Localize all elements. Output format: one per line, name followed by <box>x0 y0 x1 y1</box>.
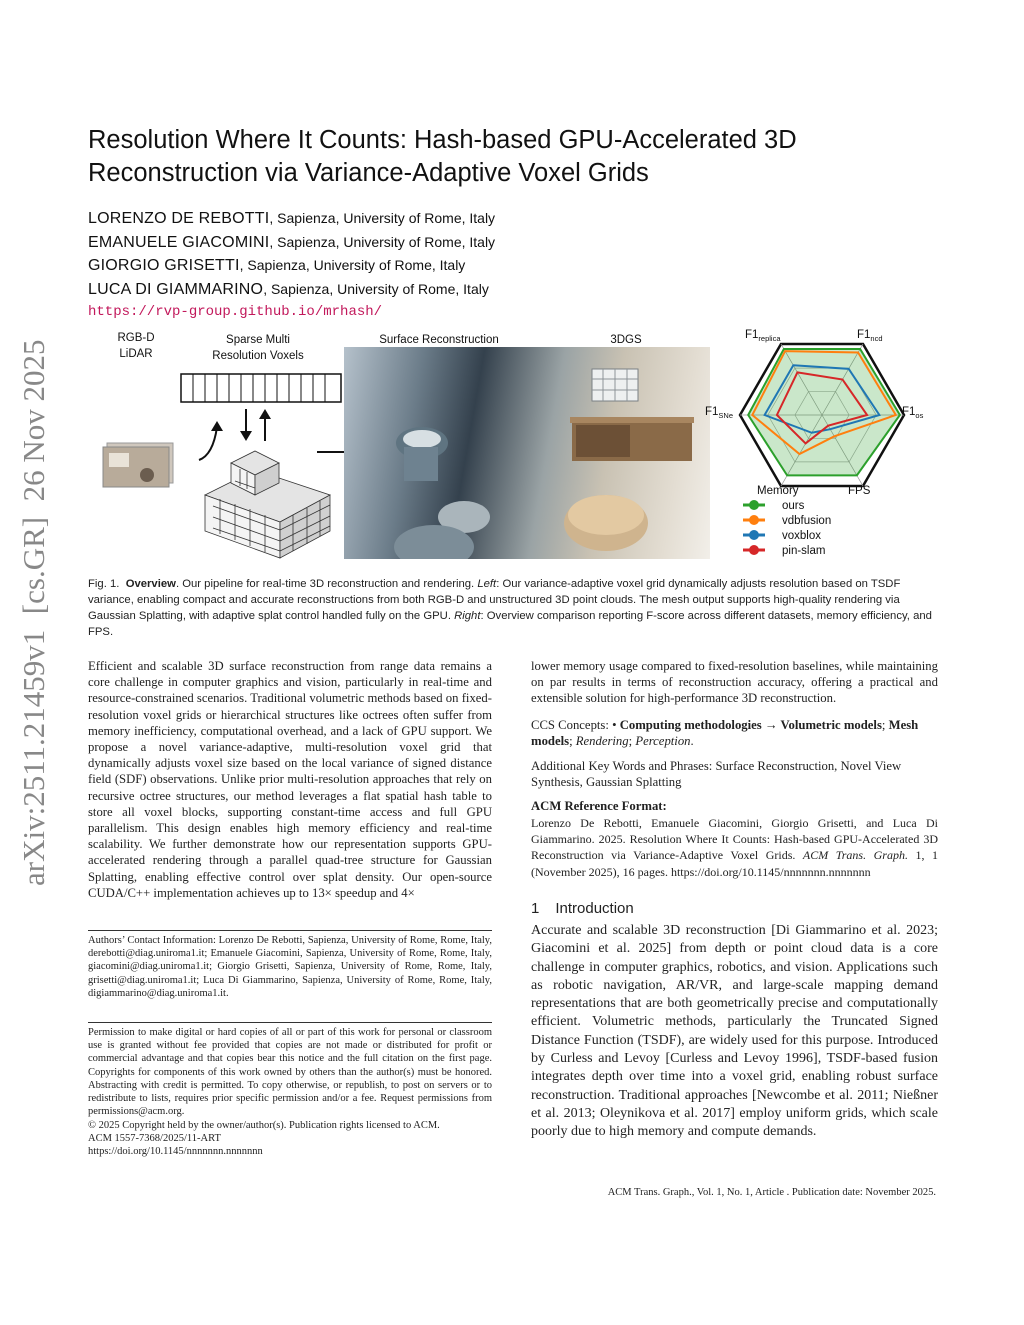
legend-marker-voxblox <box>749 530 759 540</box>
author-line <box>88 231 788 255</box>
section-heading <box>531 900 634 917</box>
radar-axis-label-ncd: $F1_{ncd}$ <box>857 329 883 343</box>
ccs-italic-2: Perception <box>635 734 691 749</box>
legend-label-vdbfusion: vdbfusion <box>782 515 832 527</box>
author-name: GIORGIO GRISETTI <box>88 257 240 274</box>
permission-notice: Permission to make digital or hard copies of all or part of this work for personal or classroom use is granted without fee provided that copies are not made or distributed for profit or commercial advantage and that copies bear this notice and the full citation on the first page. Copyrights for components of this work owned by others than the author(s) must be honored. Abstracting with credit is permitted. To copy otherwise, or republish, to post on servers or to redistribute to lists, requires prior specific permission and/or a fee. Request permissions from permissions@acm.org. <box>88 1027 492 1118</box>
ccs-bold-1: Computing methodologies → Volumetric models <box>619 718 882 732</box>
reconstruction-render-image <box>344 347 710 559</box>
author-name: LORENZO DE REBOTTI <box>88 210 270 227</box>
caption-fig-number: Fig. 1. <box>88 578 120 590</box>
keywords: Additional Key Words and Phrases: Surface Reconstruction, Novel View Synthesis, Gaussian Splatting <box>531 759 902 790</box>
caption-bold: Overview <box>125 578 176 590</box>
section-number: 1 <box>531 900 540 917</box>
ccs-end: . <box>690 734 694 749</box>
legend-marker-pin-slam <box>749 545 759 555</box>
acm-reference-journal: ACM Trans. Graph. <box>802 848 908 863</box>
legend-marker-vdbfusion <box>749 515 759 525</box>
author-block <box>88 207 788 322</box>
ccs-rest: ; <box>569 734 576 749</box>
abstract-continued: lower memory usage compared to fixed-resolution baselines, while maintaining on par results in terms of reconstruction accuracy, offering a practical and extensible solution for high-performance 3D reconstruction. <box>531 659 938 706</box>
acm-reference-tail: 1, 1 (November 2025), 16 pages. https://doi.org/10.1145/nnnnnnn.nnnnnnn <box>531 848 938 879</box>
figure-caption <box>88 576 938 640</box>
input-thumbnail <box>103 443 173 487</box>
caption-text-3: : Overview comparison reporting F-score across different datasets, memory efficiency, and FPS. <box>88 610 932 638</box>
author-name: LUCA DI GIAMMARINO <box>88 280 264 298</box>
arrow-input-to-grid <box>199 427 217 460</box>
legend-label-pin-slam: pin-slam <box>782 545 826 557</box>
author-affiliation: , Sapienza, University of Rome, Italy <box>269 233 496 250</box>
ccs-bold-2: Mesh models <box>531 718 919 749</box>
caption-left: Left <box>477 578 497 590</box>
arrowhead <box>240 431 252 441</box>
acm-reference <box>531 815 938 880</box>
fig-label-rgbd: RGB-D <box>117 332 155 344</box>
ccs-italic-1: Rendering <box>575 734 629 749</box>
author-line <box>88 254 788 278</box>
voxel-blocks <box>205 451 330 558</box>
ccs-sep: ; <box>881 718 886 732</box>
fig-label-sparse-2: Resolution Voxels <box>212 350 304 362</box>
radar-axis-label-memory: Memory <box>757 485 799 497</box>
legend-label-voxblox: voxblox <box>782 530 821 542</box>
scene-illustration <box>344 347 710 559</box>
fig-label-3dgs: 3DGS <box>610 334 642 346</box>
author-line <box>88 207 788 231</box>
ccs-concepts <box>531 717 938 749</box>
ccs-label: CCS Concepts: • <box>531 718 620 732</box>
section-title: Introduction <box>555 900 634 917</box>
acm-id: ACM 1557-7368/2025/11-ART <box>88 1133 221 1144</box>
author-affiliation: , Sapienza, University of Rome, Italy <box>269 210 496 226</box>
fig-label-surface: Surface Reconstruction <box>379 334 499 346</box>
pipeline-diagram <box>95 365 355 565</box>
hash-table-bar <box>181 374 341 402</box>
copyright-notice: © 2025 Copyright held by the owner/author(s). Publication rights licensed to ACM. <box>88 1120 440 1131</box>
radar-chart <box>700 320 940 565</box>
author-affiliation: , Sapienza, University of Rome, Italy <box>263 280 489 297</box>
radar-axis-label-sne: $F1_{SNe}$ <box>705 406 734 420</box>
fig-label-lidar: LiDAR <box>119 348 153 360</box>
ccs-semi: ; <box>628 734 636 749</box>
authors-contact: Authors’ Contact Information: Lorenzo De Rebotti, Sapienza, University of Rome, Rome, Italy, derebotti@diag.uniroma1.it; Emanuele Giacomini, Sapienza, University of Rome, Rome, Italy, giacomini@diag.uniroma1.it; Giorgio Grisetti, Sapienza, University of Rome, Rome, Italy, grisetti@diag.uniroma1.it; Luca Di Giammarino, Sapienza, University of Rome, Rome, Italy, digiammarino@diag.uniroma1.it. <box>88 935 492 999</box>
acm-reference-text: Lorenzo De Rebotti, Emanuele Giacomini, Giorgio Grisetti, and Luca Di Giammarino. 2025. Resolution Where It Counts: Hash-based GPU-Accelerated 3D Reconstruction via Variance-Adaptive Voxel Grids. <box>531 816 938 863</box>
introduction-text: Accurate and scalable 3D reconstruction [Di Giammarino et al. 2023; Giacomini et al. 2025] from depth or point cloud data is a core challenge in computer graphics, robotics, and vision. Applications such as robotic navigation, AR/VR, and large-scale mapping demand representations that are both geometrically precise and computationally efficient. Volumetric methods, particularly the Truncated Signed Distance Function (TSDF), are widely used for this purpose. Introduced by Curless and Levoy [Curless and Levoy 1996], TSDF-based fusion integrates depth over time into a voxel grid, enabling robust surface reconstruction. Traditional approaches [Newcombe et al. 2011; Nießner et al. 2013; Oleynikova et al. 2017] employ uniform grids, which scale poorly due to high memory and compute demands. <box>531 923 938 1140</box>
caption-text-1: . Our pipeline for real-time 3D reconstruction and rendering. <box>175 578 478 590</box>
author-name: EMANUELE GIACOMINI <box>88 233 270 251</box>
page-footer: ACM Trans. Graph., Vol. 1, No. 1, Article . Publication date: November 2025. <box>607 1187 936 1198</box>
abstract: Efficient and scalable 3D surface reconstruction from range data remains a core challenge in computer graphics and vision, particularly in real-time and resource-constrained scenarios. Traditional volumetric methods based on fixed-resolution voxel grids or hierarchical structures like octrees often suffer from memory inefficiency, computational overhead, and a lack of GPU support. We propose a novel variance-adaptive, multi-resolution voxel grid that dynamically adjusts voxel size based on the local variance of signed distance field (SDF) observations. Unlike prior multi-resolution approaches that rely on recursive octree structures, our method leverages a flat spatial hash table to store all voxel blocks, supporting constant-time access and full GPU parallelism. This design enables high memory efficiency and real-time scalability. We further demonstrate how our representation supports GPU-accelerated rendering through a parallel quad-tree structure for Gaussian Splatting, enabling effective control over splat density. Our open-source CUDA/C++ implementation achieves up to 13× speedup and 4× <box>88 659 492 900</box>
radar-axis-label-replica: $F1_{replica}$ <box>745 329 781 343</box>
author-line <box>88 278 788 302</box>
paper-title: Resolution Where It Counts: Hash-based GPU-Accelerated 3D Reconstruction via Variance-Adaptive Voxel Grids <box>88 126 797 187</box>
caption-text-2: : Our variance-adaptive voxel grid dynamically adjusts resolution based on TSDF variance, enabling compact and accurate reconstructions from both RGB-D and unstructured 3D point clouds. The mesh output supports high-quality rendering via Gaussian Splatting, with adaptive splat control handled fully on the GPU. <box>88 578 901 622</box>
legend-label-ours: ours <box>782 500 805 512</box>
arxiv-sidebar: arXiv:2511.21459v1 [cs.GR] 26 Nov 2025 <box>16 339 51 886</box>
radar-axis-label-os: $F1_{os}$ <box>902 406 924 420</box>
radar-axis-label-fps: FPS <box>848 485 871 497</box>
acm-reference-heading: ACM Reference Format: <box>531 799 667 813</box>
doi-link[interactable]: https://doi.org/10.1145/nnnnnnn.nnnnnnn <box>88 1146 263 1157</box>
arrowhead <box>211 421 223 431</box>
project-url-link[interactable]: https://rvp-group.github.io/mrhash/ <box>88 304 383 320</box>
author-affiliation: , Sapienza, University of Rome, Italy <box>239 257 466 273</box>
arrowhead <box>259 409 271 419</box>
permission-rule <box>88 1022 492 1023</box>
legend-marker-ours <box>749 500 759 510</box>
footnote-rule <box>88 930 492 931</box>
fig-label-sparse-1: Sparse Multi <box>226 334 290 346</box>
caption-right: Right <box>454 610 481 622</box>
